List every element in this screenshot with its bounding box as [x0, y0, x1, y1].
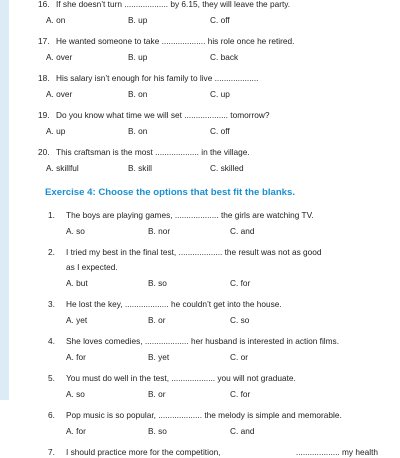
option-c: C. for [230, 278, 251, 288]
question-item [32, 299, 378, 326]
question-text: He wanted someone to take ................... his role once he retired. [56, 36, 295, 46]
question-text: This craftsman is the most ................... in the village. [56, 147, 250, 157]
option-c: C. up [210, 89, 230, 99]
question-text: You must do well in the test, ................... you will not graduate. [66, 373, 296, 383]
option-c: C. or [230, 352, 248, 362]
option-a: A. so [66, 226, 85, 236]
exercise-3-section [38, 0, 378, 174]
question-text: The boys are playing games, ................... the girls are watching TV. [66, 210, 314, 220]
option-b: B. on [128, 126, 148, 136]
option-b: B. up [128, 52, 148, 62]
question-item [32, 247, 378, 289]
option-a: A. on [46, 15, 66, 25]
question-number: 19. [38, 110, 50, 120]
question-text: I tried my best in the final test, ................... the result was not as good [66, 247, 322, 257]
option-c: C. back [210, 52, 239, 62]
question-number: 17. [38, 36, 50, 46]
option-b: B. yet [148, 352, 170, 362]
option-a: A. skillful [46, 163, 79, 173]
question-text: She loves comedies, ................... her husband is interested in action films. [66, 336, 340, 346]
option-b: B. up [128, 15, 148, 25]
exercise-4-title: Exercise 4: Choose the options that best fit the blanks. [45, 187, 296, 198]
question-text-continued: as I expected. [66, 262, 118, 272]
question-text: His salary isn’t enough for his family to live ................... [56, 73, 259, 83]
option-a: A. over [46, 89, 73, 99]
option-a: A. for [66, 352, 86, 362]
question-item [38, 73, 378, 100]
option-b: B. or [148, 389, 166, 399]
question-text-end: ................... my health [295, 447, 378, 457]
option-b: B. so [148, 426, 167, 436]
question-item [38, 0, 378, 26]
question-text: He lost the key, ................... he couldn’t get into the house. [66, 299, 282, 309]
question-number: 4. [48, 336, 55, 346]
question-item [32, 373, 378, 400]
question-item [32, 210, 378, 237]
question-item [32, 410, 378, 437]
question-number: 20. [38, 147, 50, 157]
question-item [32, 447, 378, 458]
exercise-4-section [32, 210, 378, 458]
question-text: Do you know what time we will set ................... tomorrow? [56, 110, 270, 120]
option-c: C. for [230, 389, 251, 399]
option-b: B. skill [128, 163, 152, 173]
question-item [38, 110, 378, 137]
option-c: C. skilled [210, 163, 244, 173]
page-margin-bar [0, 0, 9, 400]
option-a: A. up [46, 126, 66, 136]
option-a: A. over [46, 52, 73, 62]
option-b: B. on [128, 89, 148, 99]
option-c: C. off [210, 126, 230, 136]
option-a: A. yet [66, 315, 88, 325]
question-number: 3. [48, 299, 55, 309]
question-text: Pop music is so popular, ................... the melody is simple and memorable. [66, 410, 342, 420]
worksheet-content [38, 0, 378, 458]
option-c: C. and [230, 426, 255, 436]
question-number: 5. [48, 373, 55, 383]
question-item [38, 147, 378, 174]
option-c: C. and [230, 226, 255, 236]
option-b: B. so [148, 278, 167, 288]
option-a: A. so [66, 389, 85, 399]
question-text: If she doesn’t turn ................... by 6.15, they will leave the party. [56, 0, 291, 9]
question-number: 16. [38, 0, 50, 9]
option-c: C. so [230, 315, 250, 325]
question-item [32, 336, 378, 363]
option-a: A. but [66, 278, 88, 288]
question-text: I should practice more for the competition, [66, 447, 221, 457]
question-number: 7. [48, 447, 55, 457]
option-c: C. off [210, 15, 230, 25]
question-number: 2. [48, 247, 55, 257]
question-number: 18. [38, 73, 50, 83]
question-item [38, 36, 378, 63]
question-number: 1. [48, 210, 55, 220]
question-number: 6. [48, 410, 55, 420]
option-b: B. nor [148, 226, 171, 236]
option-b: B. or [148, 315, 166, 325]
option-a: A. for [66, 426, 86, 436]
